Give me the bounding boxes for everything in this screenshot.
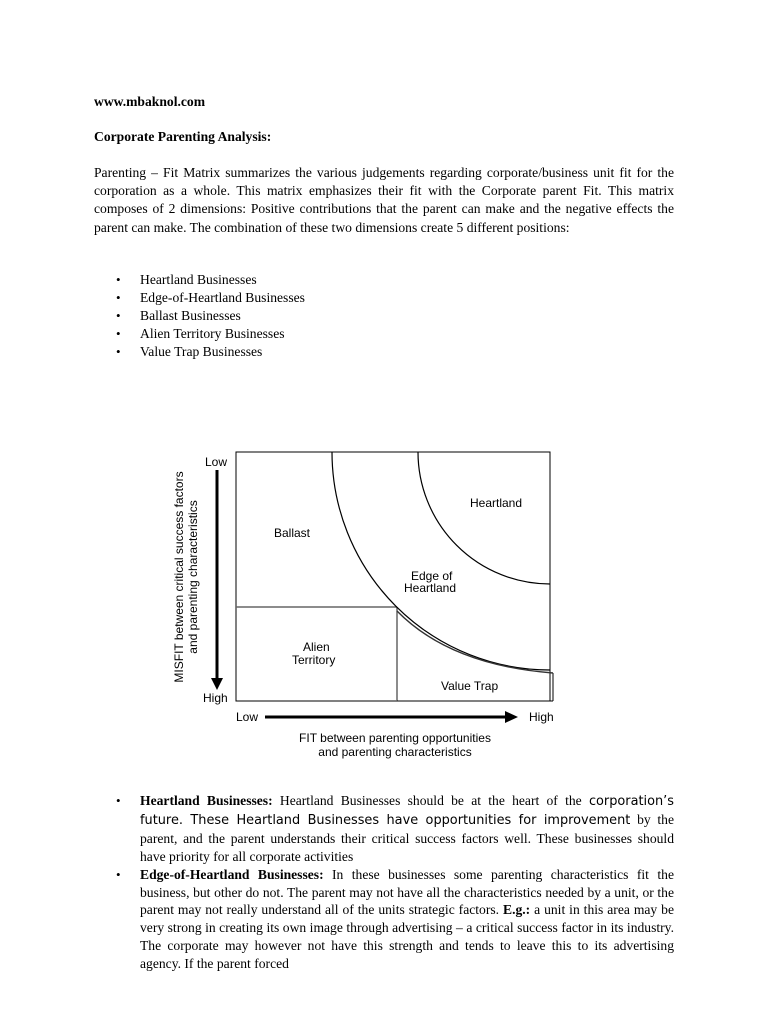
region-heartland: Heartland	[470, 496, 523, 510]
list-item-heartland	[94, 792, 674, 866]
heartland-text-2: corporation’s future. These Heartland Businesses have opportunities for improvement	[140, 794, 674, 828]
edge-label: Edge-of-Heartland Businesses:	[140, 866, 324, 882]
y-axis-low: Low	[205, 455, 228, 469]
region-alien-line2: Territory	[292, 653, 336, 667]
edge-of-heartland-curve-shadow	[397, 611, 553, 673]
y-axis-high: High	[203, 691, 228, 705]
x-axis-low: Low	[236, 710, 259, 724]
region-ballast: Ballast	[274, 526, 311, 540]
heartland-label: Heartland Businesses:	[140, 793, 273, 808]
edge-of-heartland-curve	[332, 452, 550, 670]
list-item: • Alien Territory Businesses	[94, 325, 305, 343]
region-edge-line2: Heartland	[404, 581, 457, 595]
region-edge-line1: Edge of	[411, 569, 453, 583]
descriptions-list	[94, 792, 674, 973]
y-axis-label-line1: MISFIT between critical success factors	[172, 471, 186, 683]
region-alien-line1: Alien	[303, 640, 330, 654]
heartland-curve	[418, 452, 550, 584]
edge-text-2: a unit in this area may be very strong in creating its own image through advertising – a critical success factor in its industry. The corporate may however not have this strength and tends to leave this to its advertising agency. If the parent forced	[140, 902, 674, 972]
edge-text-1: In these businesses some parenting characteristics fit the business, but other do not. The parent may not have all the characteristics needed by a unit, or the parent may not really understand all of the units strategic factors.	[140, 866, 674, 918]
matrix-frame	[236, 452, 550, 701]
y-axis-arrowhead	[211, 678, 223, 690]
x-axis-high: High	[529, 710, 554, 724]
intro-paragraph: Parenting – Fit Matrix summarizes the various judgements regarding corporate/business unit fit for the corporation as a whole. This matrix emphasizes their fit with the Corporate parent Fit. This matrix composes of 2 dimensions: Positive contributions that the parent can make and the negative effects the parent can make. The combination of these two dimensions create 5 different positions:	[94, 165, 674, 235]
list-item: • Ballast Businesses	[94, 307, 305, 325]
eg-label: E.g.:	[503, 902, 531, 918]
x-axis-label-line2: and parenting characteristics	[318, 745, 472, 759]
heartland-text-3: by the parent, and the parent understands their critical success factors well. These businesses should have priority for all corporate activities	[140, 811, 674, 864]
region-value-trap: Value Trap	[441, 679, 499, 693]
section-title: Corporate Parenting Analysis:	[94, 129, 272, 144]
list-item-edge-of-heartland	[94, 866, 674, 973]
x-axis-label-line1: FIT between parenting opportunities	[299, 731, 491, 745]
y-axis-label-line2: and parenting characteristics	[186, 500, 200, 654]
list-item: • Value Trap Businesses	[94, 343, 305, 361]
heartland-text-1: Heartland Businesses should be at the heart of the	[279, 793, 582, 808]
site-header: www.mbaknol.com	[94, 94, 206, 109]
list-item: • Heartland Businesses	[94, 271, 305, 289]
x-axis-arrowhead	[505, 711, 518, 723]
list-item: • Edge-of-Heartland Businesses	[94, 289, 305, 307]
